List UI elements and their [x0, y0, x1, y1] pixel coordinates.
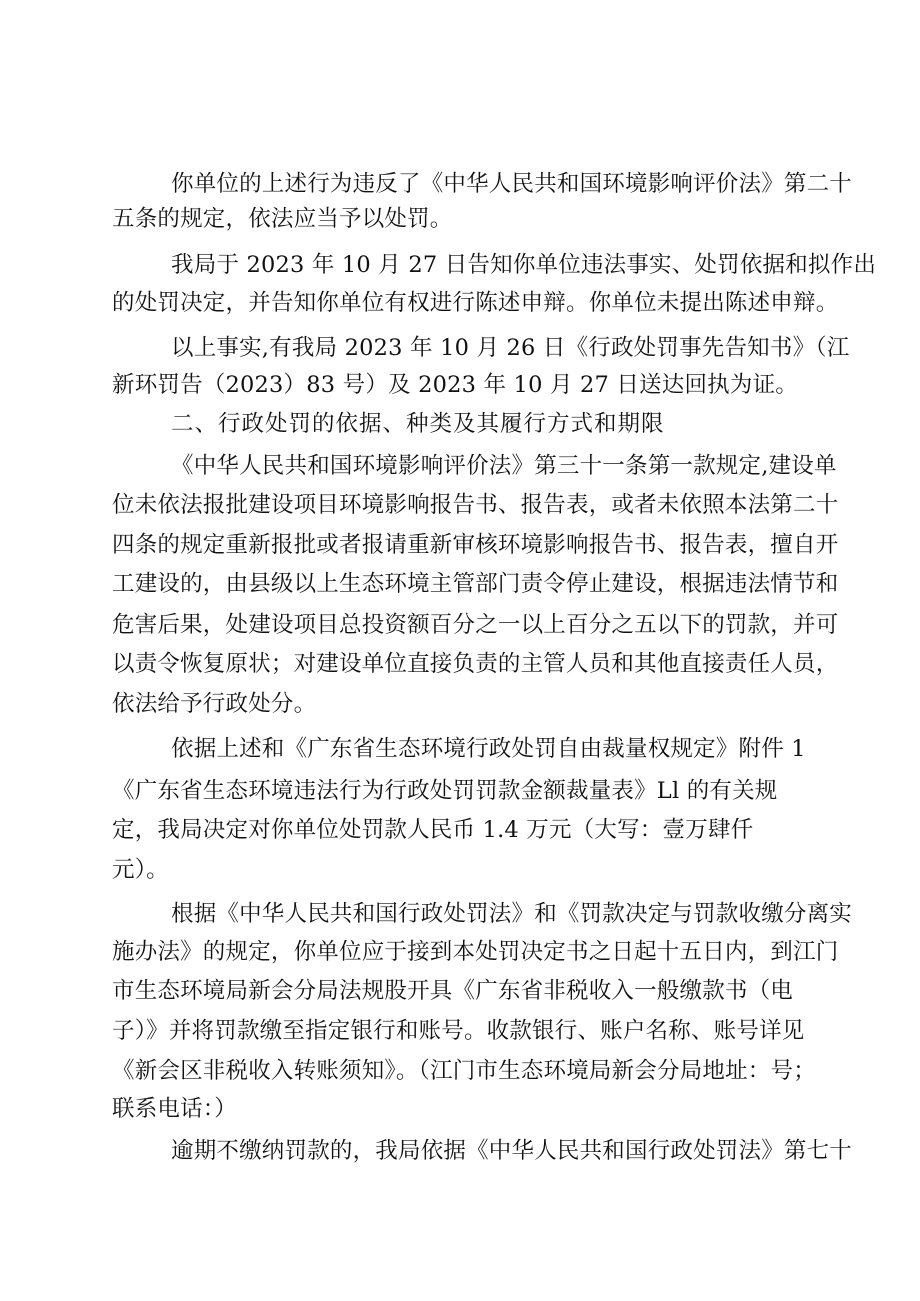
text-line: 我局于 2023 年 10 月 27 日告知你单位违法事实、处罚依据和拟作出 [171, 252, 877, 278]
text-line: 以责令恢复原状；对建设单位直接负责的主管人员和其他直接责任人员， [112, 651, 839, 677]
text-line: 依据上述和《广东省生态环境行政处罚自由裁量权规定》附件 1 [171, 736, 806, 762]
text-line: 子）》并将罚款缴至指定银行和账号。收款银行、账户名称、账号详见 [112, 1018, 805, 1044]
text-line: 四条的规定重新报批或者报请重新审核环境影响报告书、报告表，擅自开 [112, 532, 839, 558]
text-line: 《新会区非税收入转账须知》。（江门市生态环境局新会分局地址：号； [112, 1058, 816, 1084]
text-line: 根据《中华人民共和国行政处罚法》和《罚款决定与罚款收缴分离实 [171, 901, 853, 927]
text-line: 工建设的，由县级以上生态环境主管部门责令停止建设，根据违法情节和 [112, 571, 839, 597]
text-line: 五条的规定，依法应当予以处罚。 [112, 206, 453, 232]
section-heading: 二、行政处罚的依据、种类及其履行方式和期限 [171, 411, 665, 437]
text-line: 依法给予行政处分。 [112, 691, 317, 717]
text-line: 定，我局决定对你单位处罚款人民币 1.4 万元（大写：壹万肆仟 [112, 817, 754, 843]
text-line: 市生态环境局新会分局法规股开具《广东省非税收入一般缴款书（电 [112, 978, 794, 1004]
text-line: 位未依法报批建设项目环境影响报告书、报告表，或者未依照本法第二十 [112, 492, 839, 518]
text-line: 危害后果，处建设项目总投资额百分之一以上百分之五以下的罚款，并可 [112, 612, 839, 638]
text-line: 联系电话：） [112, 1096, 237, 1122]
text-line: 你单位的上述行为违反了《中华人民共和国环境影响评价法》第二十 [171, 171, 853, 197]
text-line: 《中华人民共和国环境影响评价法》第三十一条第一款规定,建设单 [171, 453, 837, 479]
text-line: 元）。 [112, 857, 169, 883]
text-line: 施办法》的规定，你单位应于接到本处罚决定书之日起十五日内，到江门 [112, 939, 839, 965]
text-line: 以上事实,有我局 2023 年 10 月 26 日《行政处罚事先告知书》（江 [171, 335, 850, 361]
text-line: 的处罚决定，并告知你单位有权进行陈述申辩。你单位未提出陈述申辩。 [112, 290, 839, 316]
text-line: 逾期不缴纳罚款的，我局依据《中华人民共和国行政处罚法》第七十 [171, 1138, 853, 1164]
text-line: 《广东省生态环境违法行为行政处罚罚款金额裁量表》Ll 的有关规 [112, 778, 778, 804]
text-line: 新环罚告（2023）83 号）及 2023 年 10 月 27 日送达回执为证。 [112, 372, 798, 398]
